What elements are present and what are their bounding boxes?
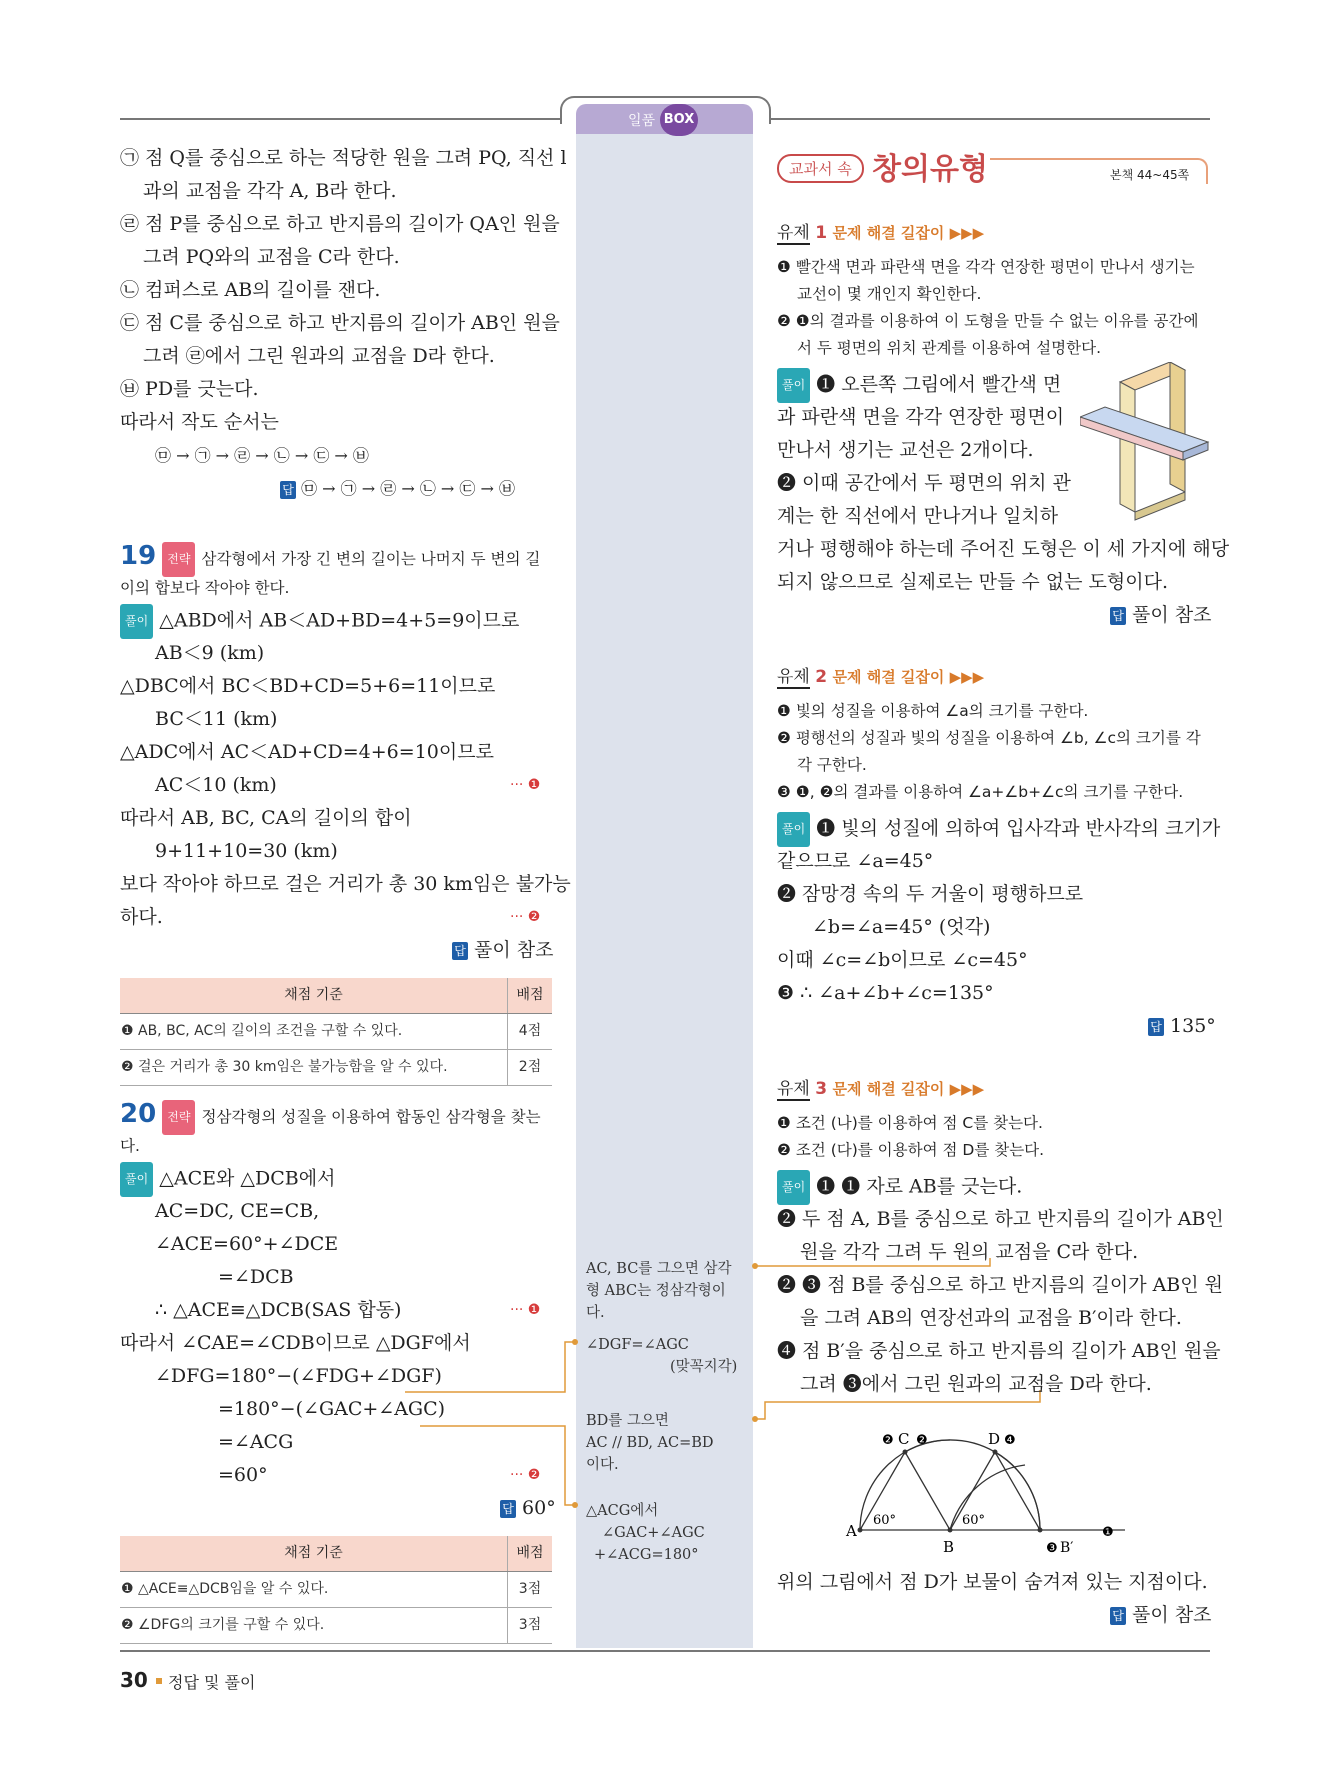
q20-line: =∠DCB [218, 1266, 294, 1288]
answer-text: 135° [1170, 1015, 1216, 1037]
q19-line: BC＜11 (km) [155, 708, 278, 730]
score-cell: 3점 [508, 1608, 553, 1644]
criteria-cell: ❷ ∠DFG의 크기를 구할 수 있다. [120, 1608, 508, 1644]
q19-line: 9+11+10=30 (km) [155, 840, 338, 862]
side-note-line: ∠DGF=∠AGC [586, 1337, 689, 1353]
u1-line: ❷ 이때 공간에서 두 평면의 위치 관 [777, 472, 1071, 494]
q19-line: AC＜10 (km) [155, 774, 277, 796]
score-cell: 2점 [508, 1050, 553, 1086]
page-ref: 본책 44~45쪽 [1110, 168, 1190, 182]
u2-line: ❷ 잠망경 속의 두 거울이 평행하므로 [777, 883, 1084, 905]
solution-tag: 풀이 [777, 812, 810, 847]
q20-line: AC=DC, CE=CB, [155, 1200, 320, 1222]
q20-line: 따라서 ∠CAE=∠CDB이므로 △DGF에서 [120, 1332, 471, 1354]
point-a-label: A [846, 1522, 857, 1540]
strategy-text: 삼각형에서 가장 긴 변의 길이는 나머지 두 변의 길 [201, 550, 541, 568]
box-badge: BOX [660, 104, 698, 136]
q19-line: △ADC에서 AC＜AD+CD=4+6=10이므로 [120, 741, 494, 763]
step-marker: ❷ [916, 1433, 928, 1448]
score-header: 배점 [508, 978, 553, 1014]
guide-line: 서 두 평면의 위치 관계를 이용하여 설명한다. [797, 339, 1102, 357]
u2-line: 이때 ∠c=∠b이므로 ∠c=45° [777, 949, 1028, 971]
step-line: ㉥ PD를 긋는다. [120, 378, 259, 400]
q19-line: 따라서 AB, BC, CA의 길이의 합이 [120, 807, 412, 829]
guide-line: ❶ 조건 (나)를 이용하여 점 C를 찾는다. [777, 1114, 1043, 1132]
step-marker: ❶ [1102, 1525, 1114, 1540]
creative-title: 창의유형 [872, 152, 988, 187]
q20-line: =180°−(∠GAC+∠AGC) [218, 1398, 446, 1420]
guide-line: ❷ 평행선의 성질과 빛의 성질을 이용하여 ∠b, ∠c의 크기를 각 [777, 729, 1201, 747]
side-note-line: △ACG에서 [586, 1503, 659, 1519]
guide-line: ❷ 조건 (다)를 이용하여 점 D를 찾는다. [777, 1141, 1045, 1159]
score-cell: 3점 [508, 1572, 553, 1608]
step-line: 따라서 작도 순서는 [120, 411, 279, 433]
guide-line: 각 구한다. [797, 756, 867, 774]
criteria-cell: ❶ △ACE≡△DCB임을 알 수 있다. [120, 1572, 508, 1608]
point-d-label: D [988, 1430, 1001, 1448]
u2-line: 같으므로 ∠a=45° [777, 850, 934, 872]
solution-tag: 풀이 [777, 368, 810, 403]
step-line: ㉤ → ㉠ → ㉣ → ㉡ → ㉢ → ㉥ [155, 446, 369, 465]
u1-line: 거나 평행해야 하는데 주어진 도형은 이 세 가지에 해당 [777, 538, 1230, 560]
u1-line: 계는 한 직선에서 만나거나 일치하 [777, 505, 1059, 527]
step-line: ㉠ 점 Q를 중심으로 하는 적당한 원을 그려 PQ, 직선 l [120, 147, 567, 169]
q20-line: =∠ACG [218, 1431, 294, 1453]
u3-line: ❷ 두 점 A, B를 중심으로 하고 반지름의 길이가 AB인 [777, 1208, 1224, 1230]
point-bprime-label: B′ [1060, 1540, 1074, 1556]
answer-text: 풀이 참조 [1132, 1604, 1212, 1626]
marker-1: ··· ❶ [510, 777, 541, 793]
strategy-tag: 전략 [162, 542, 195, 577]
u1-line [777, 368, 1061, 403]
u3-conclusion: 위의 그림에서 점 D가 보물이 숨겨져 있는 지점이다. [777, 1571, 1208, 1593]
point-b-label: B [943, 1538, 955, 1556]
answer-text: ㉤ → ㉠ → ㉣ → ㉡ → ㉢ → ㉥ [301, 479, 515, 498]
answer-icon: 답 [452, 942, 468, 960]
step-marker: ❹ [1004, 1433, 1016, 1448]
strategy-text: 다. [120, 1137, 140, 1155]
u3-line: ❹ 점 B′을 중심으로 하고 반지름의 길이가 AB인 원을 [777, 1340, 1221, 1362]
step-marker: ❸ [1046, 1541, 1058, 1556]
q19-line: 하다. [120, 906, 163, 928]
q20-line: ∴ △ACE≡△DCB(SAS 합동) [155, 1299, 402, 1321]
answer-text: 풀이 참조 [1132, 604, 1212, 626]
guide-line: ❸ ❶, ❷의 결과를 이용하여 ∠a+∠b+∠c의 크기를 구한다. [777, 783, 1184, 801]
u3-answer [1110, 1599, 1212, 1632]
solution-text: ❶ 오른쪽 그림에서 빨간색 면 [816, 373, 1062, 396]
step-line: ㉣ 점 P를 중심으로 하고 반지름의 길이가 QA인 원을 [120, 213, 560, 235]
q20-line: ∠ACE=60°+∠DCE [155, 1233, 339, 1255]
q20-line: ∠DFG=180°−(∠FDG+∠DGF) [155, 1365, 442, 1387]
u-label: 유제 [777, 223, 810, 243]
step-line: ㉡ 컴퍼스로 AB의 길이를 잰다. [120, 279, 381, 301]
step-line: 그려 ㉣에서 그린 원과의 교점을 D라 한다. [143, 345, 495, 367]
u3-title [777, 1074, 984, 1099]
u2-title [777, 662, 984, 687]
guide-line: ❷ ❶의 결과를 이용하여 이 도형을 만들 수 없는 이유를 공간에 [777, 312, 1199, 330]
u2-line: ∠b=∠a=45° (엇각) [812, 916, 991, 938]
solution-text: △ABD에서 AB＜AD+BD=4+5=9이므로 [159, 609, 520, 632]
impossible-figure [1080, 362, 1210, 532]
answer-text: 60° [522, 1497, 556, 1519]
page-number: 30 [120, 1668, 148, 1692]
bottom-rule [120, 1650, 1210, 1652]
strategy-text: 이의 합보다 작아야 한다. [120, 579, 290, 597]
solution-tag: 풀이 [777, 1170, 810, 1205]
u2-answer [1148, 1010, 1216, 1043]
angle-label: 60° [873, 1513, 897, 1528]
u3-line: 을 그려 AB의 연장선과의 교점을 B′이라 한다. [800, 1307, 1182, 1329]
score-header: 배점 [508, 1536, 553, 1572]
solution-tag: 풀이 [120, 604, 153, 639]
u1-line: 과 파란색 면을 각각 연장한 평면이 [777, 406, 1065, 428]
side-note-line: +∠ACG=180° [594, 1547, 699, 1563]
u1-line: 만나서 생기는 교선은 2개이다. [777, 439, 1034, 461]
criteria-cell: ❶ AB, BC, AC의 길이의 조건을 구할 수 있다. [120, 1014, 508, 1050]
guide-label: 문제 해결 길잡이 ▶▶▶ [832, 224, 985, 242]
guide-label: 문제 해결 길잡이 ▶▶▶ [832, 1080, 985, 1098]
q20-line: =60° [218, 1464, 268, 1486]
step-line: ㉢ 점 C를 중심으로 하고 반지름의 길이가 AB인 원을 [120, 312, 560, 334]
u3-line [777, 1170, 1022, 1205]
question-number: 20 [120, 1099, 157, 1129]
side-note-line: 다. [586, 1305, 605, 1321]
strategy-text: 정삼각형의 성질을 이용하여 합동인 삼각형을 찾는 [201, 1108, 541, 1126]
angle-label: 60° [962, 1513, 986, 1528]
solution-text: △ACE와 △DCB에서 [159, 1167, 336, 1190]
u3-line: 그려 ❸에서 그린 원과의 교점을 D라 한다. [800, 1373, 1152, 1395]
point-c-label: C [898, 1430, 910, 1448]
step-line: 과의 교점을 각각 A, B라 한다. [143, 180, 397, 202]
side-note-line: (맞꼭지각) [670, 1359, 738, 1375]
u3-line: ❷ ❸ 점 B를 중심으로 하고 반지름의 길이가 AB인 원 [777, 1274, 1224, 1296]
q19-line: △DBC에서 BC＜BD+CD=5+6=11이므로 [120, 675, 496, 697]
solution-text: ❶ 빛의 성질에 의하여 입사각과 반사각의 크기가 [816, 817, 1221, 840]
strategy-tag: 전략 [162, 1100, 195, 1135]
box-label: 일품 [628, 113, 656, 129]
textbook-tag: 교과서 속 [777, 154, 864, 183]
u-label: 유제 [777, 1079, 810, 1099]
criteria-header: 채점 기준 [120, 978, 508, 1014]
construction-figure [840, 1410, 1140, 1560]
q19-line: AB＜9 (km) [155, 642, 265, 664]
side-note-line: AC, BC를 그으면 삼각 [586, 1261, 732, 1277]
step-marker: ❷ [882, 1433, 894, 1448]
criteria-cell: ❷ 걸은 거리가 총 30 km임은 불가능함을 알 수 있다. [120, 1050, 508, 1086]
answer-icon: 답 [500, 1500, 516, 1518]
solution-tag: 풀이 [120, 1162, 153, 1197]
u3-line: 원을 각각 그려 두 원의 교점을 C라 한다. [800, 1241, 1139, 1263]
marker-2: ··· ❷ [510, 909, 541, 925]
side-note-line: AC // BD, AC=BD [586, 1435, 714, 1451]
answer-icon: 답 [1110, 1607, 1126, 1625]
score-cell: 4점 [508, 1014, 553, 1050]
marker-1: ··· ❶ [510, 1302, 541, 1318]
answer-icon: 답 [1148, 1018, 1164, 1036]
guide-line: ❶ 빨간색 면과 파란색 면을 각각 연장한 평면이 만나서 생기는 [777, 258, 1195, 276]
u-label: 유제 [777, 667, 810, 687]
marker-2: ··· ❷ [510, 1467, 541, 1483]
answer-icon: 답 [280, 481, 296, 499]
side-note-line: 이다. [586, 1457, 619, 1473]
footer-bullet [156, 1678, 162, 1684]
u-number: 1 [815, 223, 828, 243]
side-note-line: 형 ABC는 정삼각형이 [586, 1283, 726, 1299]
question-number: 19 [120, 541, 157, 571]
criteria-header: 채점 기준 [120, 1536, 508, 1572]
guide-label: 문제 해결 길잡이 ▶▶▶ [832, 668, 985, 686]
side-note-line: BD를 그으면 [586, 1413, 669, 1429]
u-number: 3 [815, 1079, 828, 1099]
solution-text: ❶ ❶ 자로 AB를 긋는다. [816, 1175, 1023, 1198]
u2-line [777, 812, 1220, 847]
u2-line: ❸ ∴ ∠a+∠b+∠c=135° [777, 982, 994, 1004]
side-note-line: ∠GAC+∠AGC [602, 1525, 705, 1541]
answer-text: 풀이 참조 [474, 939, 554, 961]
q19-line: 보다 작아야 하므로 걸은 거리가 총 30 km임은 불가능 [120, 873, 571, 895]
u1-title [777, 218, 984, 243]
u-number: 2 [815, 667, 828, 687]
footer-label: 정답 및 풀이 [168, 1673, 256, 1692]
answer-icon: 답 [1110, 607, 1126, 625]
guide-line: 교선이 몇 개인지 확인한다. [797, 285, 982, 303]
guide-line: ❶ 빛의 성질을 이용하여 ∠a의 크기를 구한다. [777, 702, 1089, 720]
step-line: 그려 PQ와의 교점을 C라 한다. [143, 246, 400, 268]
u1-answer [1110, 599, 1212, 632]
u1-line: 되지 않으므로 실제로는 만들 수 없는 도형이다. [777, 571, 1169, 593]
